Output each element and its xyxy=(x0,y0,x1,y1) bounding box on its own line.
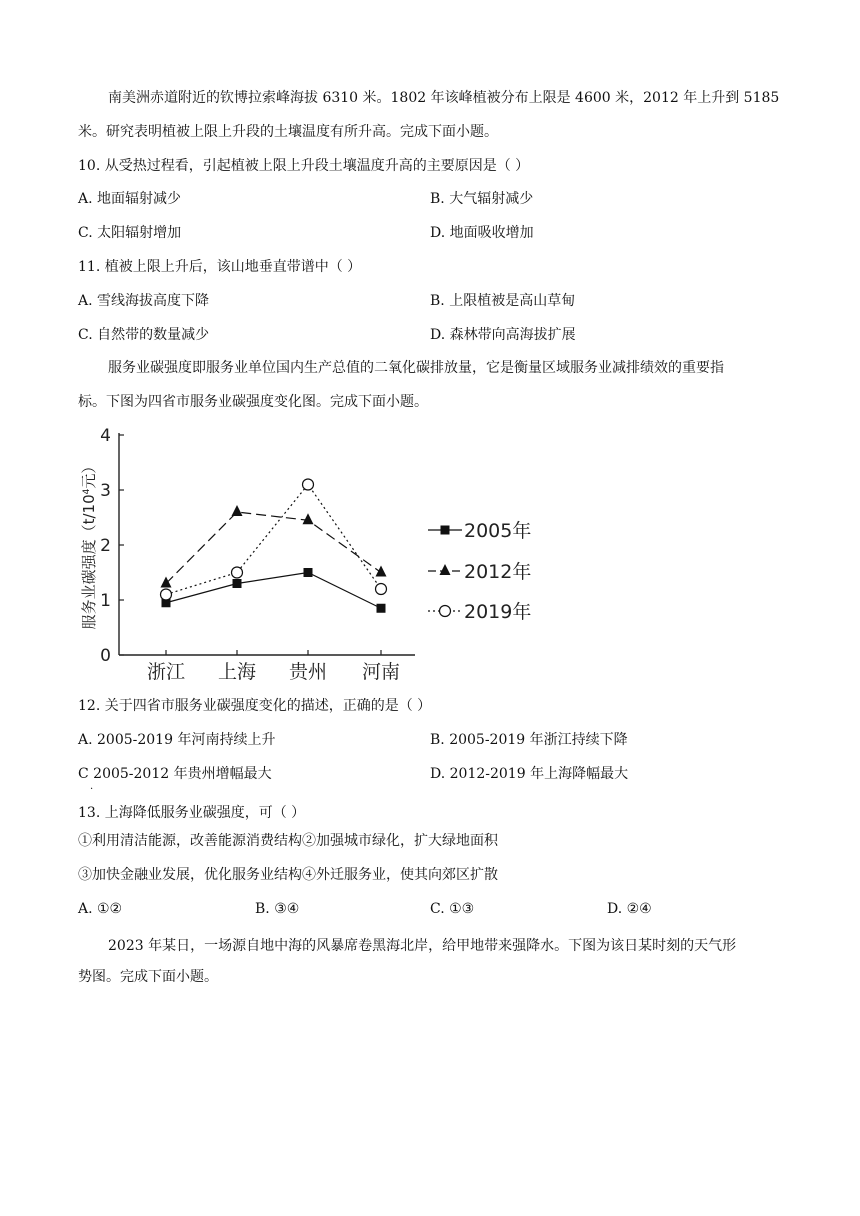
intro-line-2: 米。研究表明植被上限上升段的土壤温度有所升高。完成下面小题。 xyxy=(78,124,498,140)
y-tick-label: 2 xyxy=(100,536,111,556)
series-line xyxy=(166,573,381,609)
x-tick-label: 浙江 xyxy=(146,661,186,683)
option-b: B. 上限植被是高山草甸 xyxy=(430,293,576,309)
data-point xyxy=(304,568,313,577)
legend-label: 2005年 xyxy=(464,520,532,542)
statement-line-1: ①利用清洁能源，改善能源消费结构②加强城市绿化，扩大绿地面积 xyxy=(78,833,498,849)
option-b: B. ③④ xyxy=(255,901,300,917)
carbon-intensity-chart xyxy=(70,420,550,685)
series-group xyxy=(161,479,387,613)
statement-line-2: ③加快金融业发展，优化服务业结构④外迁服务业，使其向郊区扩散 xyxy=(78,867,498,883)
y-axis-label xyxy=(80,459,98,630)
option-a: A. 2005-2019 年河南持续上升 xyxy=(78,732,276,748)
option-d: D. ②④ xyxy=(607,901,652,917)
series-line xyxy=(166,512,381,584)
y-tick-label: 0 xyxy=(100,646,111,666)
intro-line-1: 服务业碳强度即服务业单位国内生产总值的二氧化碳排放量，它是衡量区域服务业减排绩效的重要指 xyxy=(108,360,724,376)
series-0 xyxy=(162,568,386,613)
data-point xyxy=(303,479,314,490)
legend xyxy=(428,520,531,623)
y-tick-label: 4 xyxy=(100,426,111,446)
series-1 xyxy=(161,505,387,588)
legend-label: 2019年 xyxy=(464,601,532,623)
y-axis-label-end: 元） xyxy=(80,458,98,489)
x-tick-label: 河南 xyxy=(361,661,401,683)
data-point xyxy=(233,579,242,588)
legend-item xyxy=(428,520,531,542)
y-ticks xyxy=(100,426,124,666)
legend-item xyxy=(428,601,531,623)
intro-line-1: 南美洲赤道附近的钦博拉索峰海拔 6310 米。1802 年该峰植被分布上限是 4600 米，2012 年上升到 5185 xyxy=(108,90,780,106)
legend-item xyxy=(428,561,531,583)
x-tick-label: 上海 xyxy=(217,661,257,683)
intro-line-1: 2023 年某日，一场源自地中海的风暴席卷黑海北岸，给甲地带来强降水。下图为该日某时刻的天气形 xyxy=(108,938,737,954)
option-d: D. 2012-2019 年上海降幅最大 xyxy=(430,766,629,782)
question-stem: 12. 关于四省市服务业碳强度变化的描述，正确的是（ ） xyxy=(78,698,432,714)
option-d: D. 森林带向高海拔扩展 xyxy=(430,327,576,343)
y-tick-label: 3 xyxy=(100,481,111,501)
intro-line-2: 标。下图为四省市服务业碳强度变化图。完成下面小题。 xyxy=(78,394,428,410)
option-a: A. ①② xyxy=(78,901,123,917)
series-2 xyxy=(161,479,387,600)
option-a: A. 雪线海拔高度下降 xyxy=(78,293,210,309)
legend-label: 2012年 xyxy=(464,561,532,583)
data-point xyxy=(161,589,172,600)
data-point xyxy=(377,604,386,613)
option-b: B. 大气辐射减少 xyxy=(430,191,534,207)
question-stem: 10. 从受热过程看，引起植被上限上升段土壤温度升高的主要原因是（ ） xyxy=(78,158,530,174)
data-point xyxy=(161,577,172,588)
option-c: C. 自然带的数量减少 xyxy=(78,327,210,343)
question-stem: 13. 上海降低服务业碳强度，可（ ） xyxy=(78,805,306,821)
option-b: B. 2005-2019 年浙江持续下降 xyxy=(430,732,628,748)
option-c: C 2005-2012 年贵州增幅最大 xyxy=(78,766,272,782)
option-d: D. 地面吸收增加 xyxy=(430,225,534,241)
x-tick-label: 贵州 xyxy=(288,661,328,683)
y-tick-label: 1 xyxy=(100,591,111,611)
y-axis-label-sup: 4 xyxy=(82,488,92,495)
y-axis-label-main: 服务业碳强度（t/10 xyxy=(80,494,98,630)
option-a: A. 地面辐射减少 xyxy=(78,191,182,207)
data-point xyxy=(376,584,387,595)
legend-marker xyxy=(441,526,450,535)
legend-marker xyxy=(440,564,451,575)
data-point xyxy=(232,567,243,578)
legend-marker xyxy=(440,606,451,617)
data-point xyxy=(376,566,387,577)
option-c: C. 太阳辐射增加 xyxy=(78,225,182,241)
intro-line-2: 势图。完成下面小题。 xyxy=(78,969,218,985)
question-stem: 11. 植被上限上升后，该山地垂直带谱中（ ） xyxy=(78,259,362,275)
stray-mark: . xyxy=(90,781,94,792)
data-point xyxy=(303,513,314,524)
option-c: C. ①③ xyxy=(430,901,475,917)
data-point xyxy=(232,505,243,516)
